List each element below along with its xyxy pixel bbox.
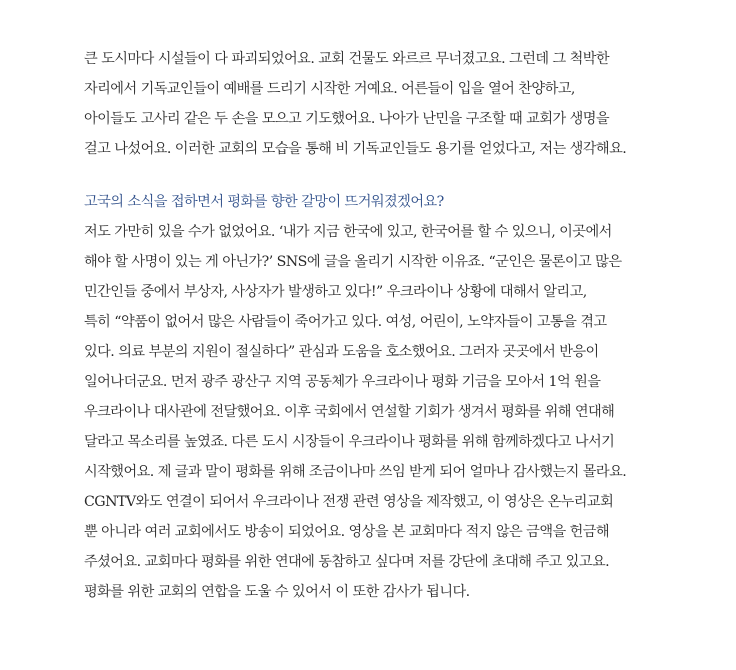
text-line: 자리에서 기독교인들이 예배를 드리기 시작한 거예요. 어른들이 입을 열어 찬양하고, [84, 81, 575, 97]
text-line: 해야 할 사명이 있는 게 아닌가?’ SNS에 글을 올리기 시작한 이유죠. “군인은 물론이고 많은 [84, 254, 622, 270]
text-line: 민간인들 중에서 부상자, 사상자가 발생하고 있다!” 우크라이나 상황에 대해서 알리고, [84, 284, 587, 300]
text-line: 주셨어요. 교회마다 평화를 위한 연대에 동참하고 싶다며 저를 강단에 초대해 주고 있고요. [84, 554, 610, 570]
paragraph-answer-2 [84, 217, 694, 607]
text-line: 달라고 목소리를 높였죠. 다른 도시 시장들이 우크라이나 평화를 위해 함께하겠다고 나서기 [84, 434, 615, 450]
text-line: 평화를 위한 교회의 연합을 도울 수 있어서 이 또한 감사가 됩니다. [84, 584, 470, 600]
text-line: 일어나더군요. 먼저 광주 광산구 지역 공동체가 우크라이나 평화 기금을 모아서 1억 원을 [84, 374, 601, 390]
paragraph-answer-1 [84, 44, 694, 164]
text-line: 특히 “약품이 없어서 많은 사람들이 죽어가고 있다. 여성, 어린이, 노약자들이 고통을 겪고 [84, 314, 607, 330]
interview-question: 고국의 소식을 접하면서 평화를 향한 갈망이 뜨거워졌겠어요? [84, 194, 444, 210]
text-line: 우크라이나 대사관에 전달했어요. 이후 국회에서 연설할 기회가 생겨서 평화를 위해 연대해 [84, 404, 615, 420]
text-line: 아이들도 고사리 같은 두 손을 모으고 기도했어요. 나아가 난민을 구조할 때 교회가 생명을 [84, 111, 610, 127]
text-line: 저도 가만히 있을 수가 없었어요. ‘내가 지금 한국에 있고, 한국어를 할 수 있으니, 이곳에서 [84, 224, 612, 240]
article-body [84, 44, 694, 607]
text-line: 시작했어요. 제 글과 말이 평화를 위해 조금이나마 쓰임 받게 되어 얼마나 감사했는지 몰라요. [84, 464, 627, 480]
text-line: CGNTV와도 연결이 되어서 우크라이나 전쟁 관련 영상을 제작했고, 이 영상은 온누리교회 [84, 494, 614, 510]
paragraph-spacer [84, 164, 694, 187]
text-line: 걸고 나섰어요. 이러한 교회의 모습을 통해 비 기독교인들도 용기를 얻었다고, 저는 생각해요. [84, 141, 627, 157]
text-line: 큰 도시마다 시설들이 다 파괴되었어요. 교회 건물도 와르르 무너졌고요. 그런데 그 척박한 [84, 51, 610, 67]
text-line: 뿐 아니라 여러 교회에서도 방송이 되었어요. 영상을 본 교회마다 적지 않은 금액을 헌금해 [84, 524, 610, 540]
text-line: 있다. 의료 부분의 지원이 절실하다” 관심과 도움을 호소했어요. 그러자 곳곳에서 반응이 [84, 344, 599, 360]
